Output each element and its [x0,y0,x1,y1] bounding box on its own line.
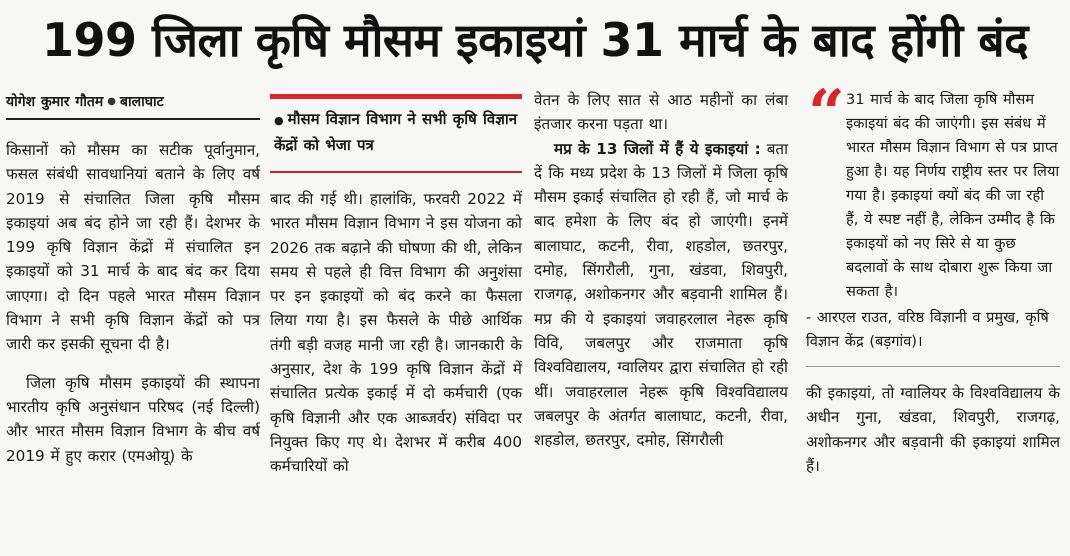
column-2 [270,88,522,479]
subhead-rule [270,94,522,99]
col2-paragraph-1: बाद की गई थी। हालांकि, फरवरी 2022 में भारत मौसम विज्ञान विभाग ने इस योजना को 2026 तक बढ़ाने की घोषणा की थी, लेकिन समय से पहले ही वित्त विभाग की अनुशंसा पर इन इकाइयों को बंद करने का फैसला लिया गया है। इस फैसले के पीछे आर्थिक तंगी बड़ी वजह मानी जा रही है। जानकारी के अनुसार, देश के 199 कृषि विज्ञान केंद्रों में संचालित प्रत्येक इकाई में दो कर्मचारी (एक कृषि विज्ञानी और एक आब्जर्वर) संविदा पर नियुक्त किए गए थे। देशभर में करीब 400 कर्मचारियों को [270,190,522,476]
quote-box [806,76,1060,304]
quote-divider [806,366,1060,367]
subhead-bottom-rule [270,171,522,173]
byline-separator-icon: ● [107,96,116,107]
subhead [270,107,522,161]
column-3 [534,88,788,452]
subhead-bullet-icon: ● [274,114,284,127]
col3-paragraph-2-text: बता दें कि मध्य प्रदेश के 13 जिलों में जिला कृषि मौसम इकाई संचालित हो रही हैं, जो मार्च के बाद हमेशा के लिए बंद हो जाएंगी। इनमें बालाघाट, कटनी, रीवा, शहडोल, छतरपुर, दमोह, सिंगरौली, गुना, खंडवा, शिवपुरी, राजगढ़, अशोकनगर और बड़वानी शामिल हैं। मप्र की ये इकाइयां जवाहरलाल नेहरू कृषि विवि, जबलपुर और राजमाता कृषि विश्वविद्यालय, ग्वालियर द्वारा संचालित हो रही थीं। जवाहरलाल नेहरू कृषि विश्वविद्यालय जबलपुर के अंतर्गत बालाघाट, कटनी, रीवा, शहडोल, छतरपुर, दमोह, सिंगरौली [534,139,788,450]
byline [6,88,260,120]
col4-paragraph-1: की इकाइयां, तो ग्वालियर के विश्वविद्यालय के अधीन गुना, खंडवा, शिवपुरी, राजगढ़, अशोकनगर और बड़वानी की इकाइयां शामिल हैं। [806,384,1060,475]
quote-credit: - आरएल राउत, वरिष्ठ विज्ञानी व प्रमुख, कृषि विज्ञान केंद्र (बड़गांव)। [806,309,1049,350]
column-4 [806,76,1060,478]
col1-paragraph-1: किसानों को मौसम का सटीक पूर्वानुमान, फसल संबंधी सावधानियां बताने के लिए वर्ष 2019 से संचालित जिला कृषि मौसम इकाइयां अब बंद होने जा रही हैं। देशभर के 199 कृषि विज्ञान केंद्रों में संचालित इन इकाइयों को 31 मार्च के बाद बंद कर दिया जाएगा। दो दिन पहले भारत मौसम विज्ञान विभाग ने सभी कृषि विज्ञान केंद्रों को पत्र जारी कर इसकी सूचना दी है। [6,141,260,354]
column-1 [6,88,260,468]
headline: 199 जिला कृषि मौसम इकाइयां 31 मार्च के बाद होंगी बंद [41,13,1029,67]
byline-location: बालाघाट [119,94,164,110]
col1-paragraph-2 [6,371,260,468]
byline-author: योगेश कुमार गौतम [6,94,104,110]
col3-lead: मप्र के 13 जिलों में हैं ये इकाइयां : [554,139,761,158]
col1-paragraph-2-text: जिला कृषि मौसम इकाइयों की स्थापना भारतीय कृषि अनुसंधान परिषद (नई दिल्ली) और भारत मौसम विज्ञान विभाग के बीच वर्ष 2019 में हुए करार (एमओयू) के [6,373,260,465]
quote-text: 31 मार्च के बाद जिला कृषि मौसम इकाइयां बंद की जाएंगी। इस संबंध में भारत मौसम विज्ञान विभाग से पत्र प्राप्त हुआ है। यह निर्णय राष्ट्रीय स्तर पर लिया गया है। इकाइयां क्यों बंद की जा रही हैं, ये स्पष्ट नहीं है, लेकिन उम्मीद है कि इकाइयों को नए सिरे से या कुछ बदलावों के साथ दोबारा शुरू किया जा सकता है। [846,91,1060,300]
col3-paragraph-2 [534,137,788,453]
col3-paragraph-1: वेतन के लिए सात से आठ महीनों का लंबा इंतजार करना पड़ता था। [534,91,788,134]
quote-mark-icon: “ [808,76,845,151]
subhead-text: मौसम विज्ञान विभाग ने सभी कृषि विज्ञान केंद्रों को भेजा पत्र [274,110,518,154]
